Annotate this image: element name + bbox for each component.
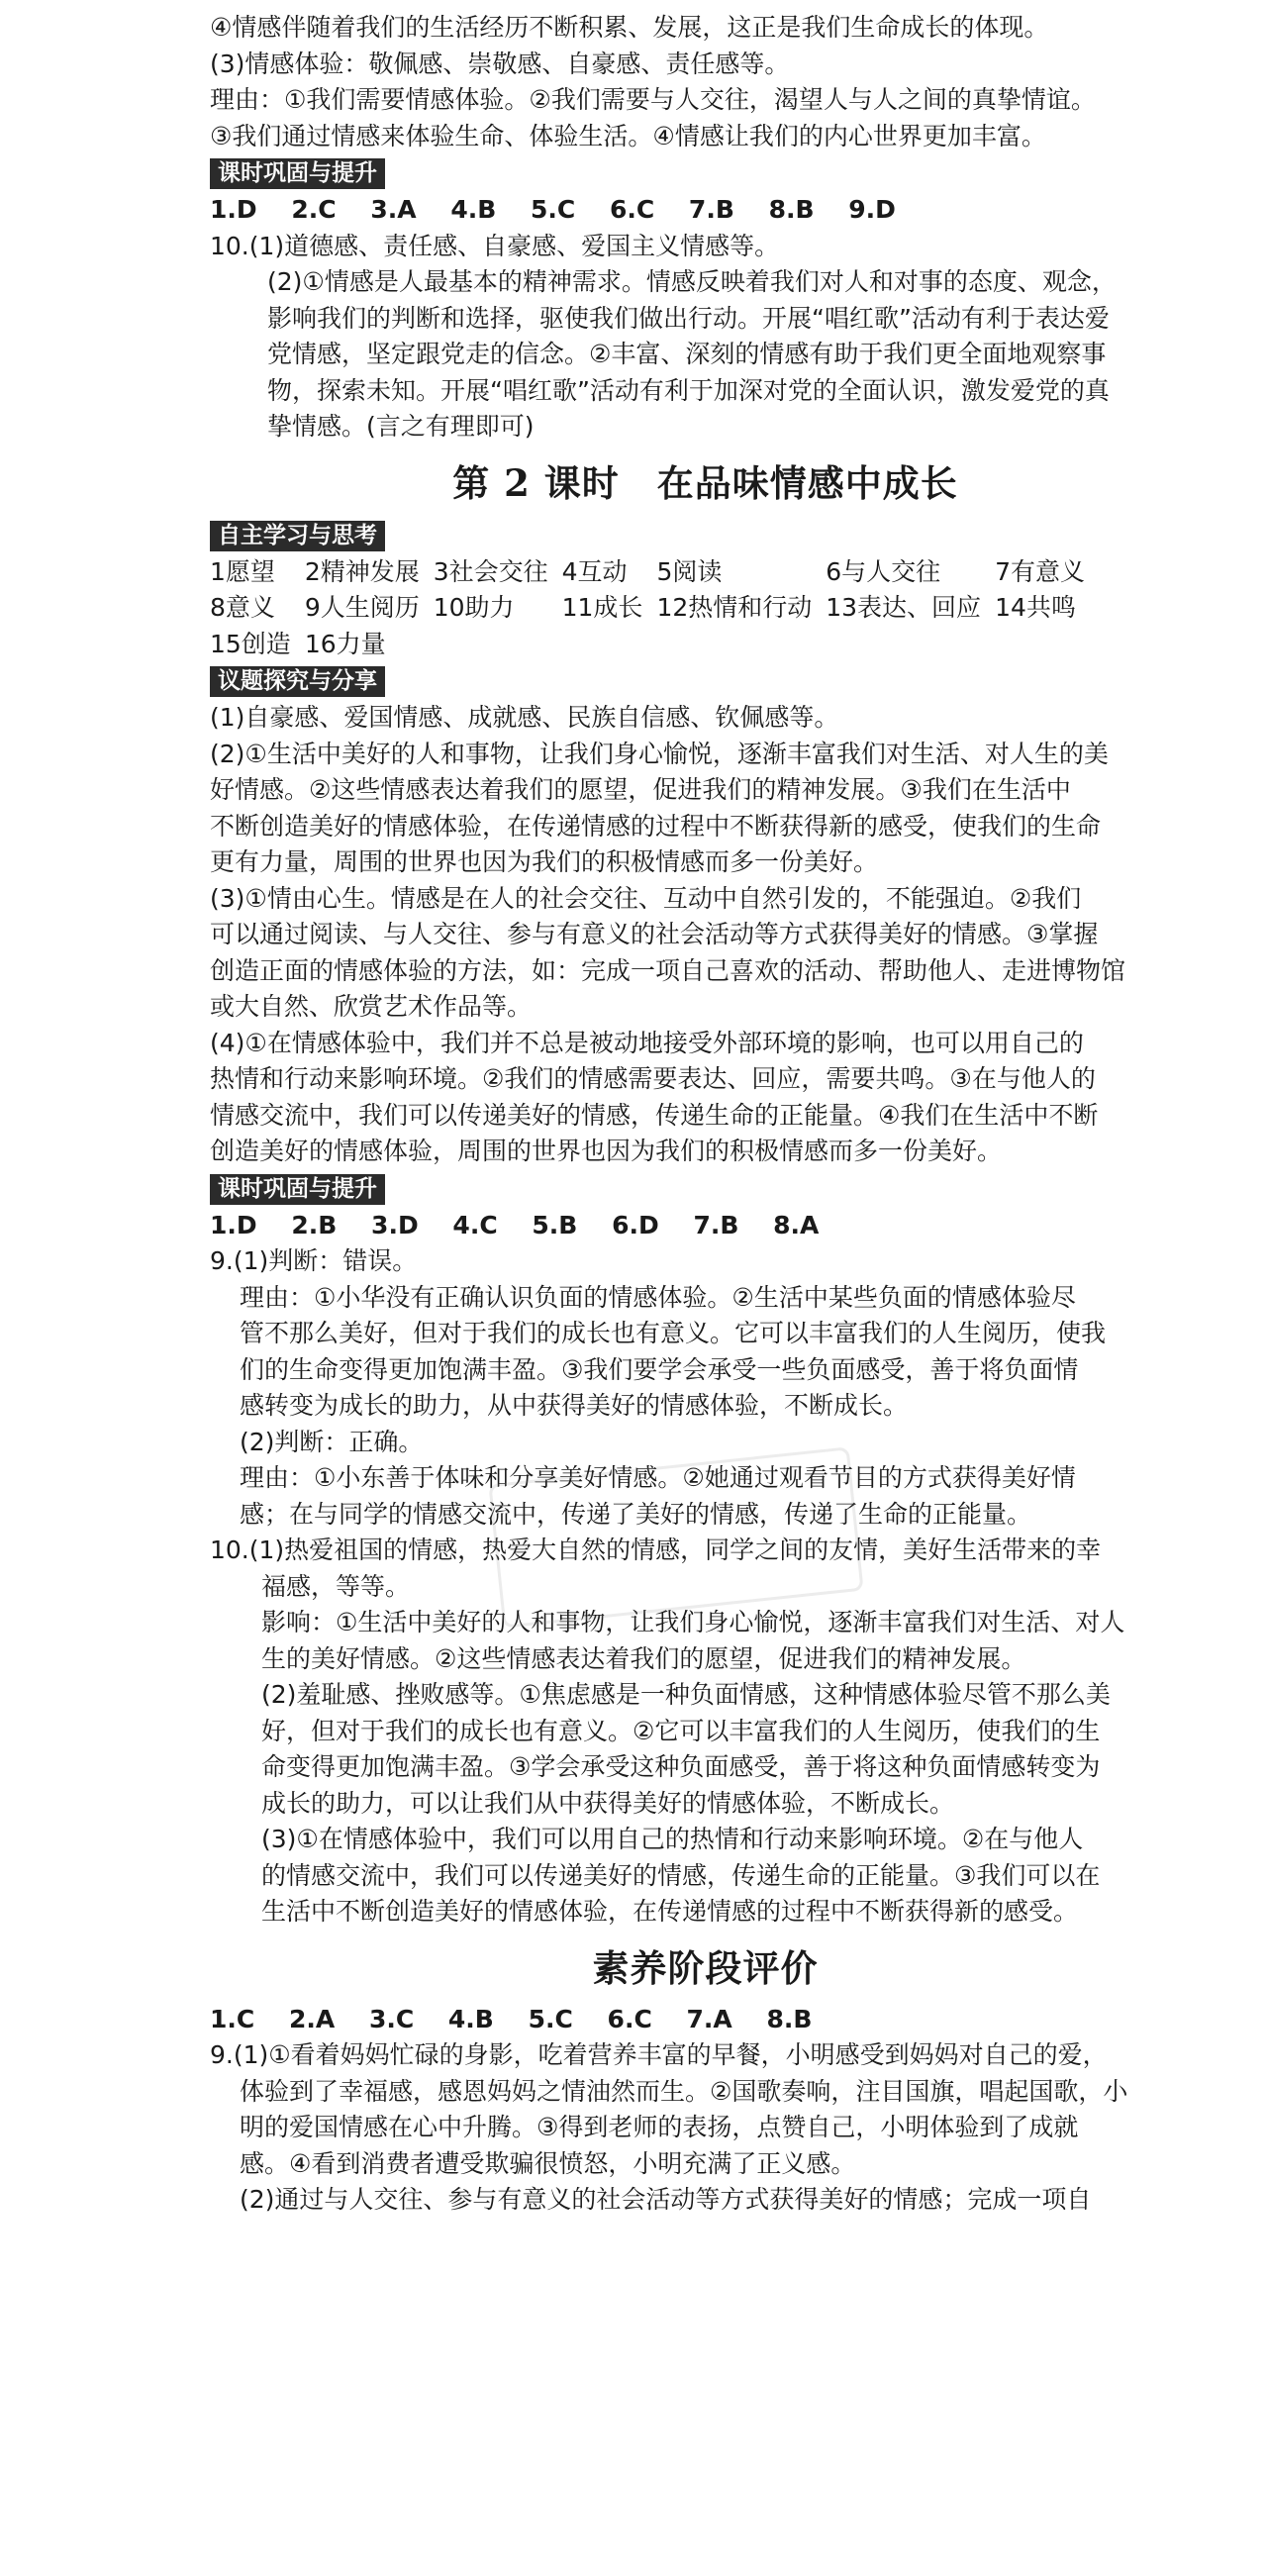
text-line: 生活中不断创造美好的情感体验，在传递情感的过程中不断获得新的感受。 (261, 1897, 1079, 1926)
answer: 3.A (370, 195, 417, 224)
text-line: 命变得更加饱满丰盈。③学会承受这种负面感受，善于将这种负面情感转变为 (261, 1752, 1101, 1781)
text-line: 物，探索未知。开展“唱红歌”活动有利于加深对党的全面认识，激发爱党的真 (267, 375, 1110, 405)
text-line: 好情感。②这些情感表达着我们的愿望，促进我们的精神发展。③我们在生活中 (210, 775, 1071, 804)
answer: 4.B (450, 195, 497, 224)
answer: 1.C (210, 2004, 255, 2033)
blank-item: 1愿望 (210, 556, 275, 586)
section-tag-consolidate: 课时巩固与提升 (210, 158, 385, 189)
text-line: 感转变为成长的助力，从中获得美好的情感体验，不断成长。 (240, 1391, 909, 1420)
text-line: (3)①在情感体验中，我们可以用自己的热情和行动来影响环境。②在与他人 (261, 1825, 1084, 1853)
blank-item: 9人生阅历 (304, 593, 420, 622)
text-line: 们的生命变得更加饱满丰盈。③我们要学会承受一些负面感受，善于将负面情 (240, 1354, 1079, 1384)
answer-row (210, 192, 1201, 229)
section-tag-consolidate: 课时巩固与提升 (210, 1174, 385, 1205)
text-line: 9.(1)①看着妈妈忙碌的身影，吃着营养丰富的早餐，小明感受到妈妈对自己的爱， (210, 2040, 1108, 2069)
text-line: 理由：①我们需要情感体验。②我们需要与人交往，渴望人与人之间的真挚情谊。 (210, 85, 1096, 114)
blank-item: 10助力 (433, 593, 515, 622)
text-line: (3)①情由心生。情感是在人的社会交往、互动中自然引发的，不能强迫。②我们 (210, 883, 1082, 913)
text-line: (2)通过与人交往、参与有意义的社会活动等方式获得美好的情感；完成一项自 (240, 2185, 1092, 2214)
text-line: 体验到了幸福感，感恩妈妈之情油然而生。②国歌奏响，注目国旗，唱起国歌，小 (240, 2076, 1128, 2106)
text-line: 影响我们的判断和选择，驱使我们做出行动。开展“唱红歌”活动有利于表达爱 (267, 303, 1110, 333)
text-line: 理由：①小东善于体味和分享美好情感。②她通过观看节目的方式获得美好情 (240, 1463, 1076, 1492)
blank-item: 8意义 (210, 593, 275, 622)
assessment-title: 素养阶段评价 (592, 1945, 819, 1990)
text-line: 成长的助力，可以让我们从中获得美好的情感体验，不断成长。 (261, 1788, 955, 1818)
text-line: (2)①情感是人最基本的精神需求。情感反映着我们对人和对事的态度、观念， (267, 267, 1117, 296)
text-line: 热情和行动来影响环境。②我们的情感需要表达、回应，需要共鸣。③在与他人的 (210, 1064, 1096, 1093)
answer: 8.B (768, 195, 815, 224)
blank-item: 6与人交往 (826, 556, 941, 586)
answer: 1.D (210, 1210, 257, 1239)
text-line: ④情感伴随着我们的生活经历不断积累、发展，这正是我们生命成长的体现。 (210, 13, 1049, 42)
answer: 8.A (773, 1210, 820, 1239)
answer: 7.B (693, 1210, 739, 1239)
answer: 6.C (607, 2004, 652, 2033)
text-line: 挚情感。(言之有理即可) (267, 412, 535, 441)
text-line: (2)①生活中美好的人和事物，让我们身心愉悦，逐渐丰富我们对生活、对人生的美 (210, 739, 1109, 768)
section-tag-self-study: 自主学习与思考 (210, 521, 385, 551)
answer: 9.D (848, 195, 896, 224)
text-line: 好，但对于我们的成长也有意义。②它可以丰富我们的人生阅历，使我们的生 (261, 1716, 1101, 1745)
answer: 6.C (609, 195, 655, 224)
text-line: 创造美好的情感体验，周围的世界也因为我们的积极情感而多一份美好。 (210, 1137, 1003, 1165)
answer: 8.B (766, 2004, 813, 2033)
answer: 1.D (210, 195, 257, 224)
text-line: (2)羞耻感、挫败感等。①焦虑感是一种负面情感，这种情感体验尽管不那么美 (261, 1680, 1111, 1709)
blank-item: 16力量 (304, 629, 386, 658)
text-line: (1)自豪感、爱国情感、成就感、民族自信感、钦佩感等。 (210, 703, 839, 732)
answer: 7.A (686, 2004, 732, 2033)
text-line: 感。④看到消费者遭受欺骗很愤怒，小明充满了正义感。 (240, 2148, 856, 2178)
text-line: 可以通过阅读、与人交往、参与有意义的社会活动等方式获得美好的情感。③掌握 (210, 920, 1099, 948)
text-line: (2)判断：正确。 (240, 1427, 424, 1456)
answer: 7.B (688, 195, 734, 224)
answer: 3.C (368, 2004, 415, 2033)
answer: 5.B (532, 1210, 578, 1239)
text-line: 10.(1)道德感、责任感、自豪感、爱国主义情感等。 (210, 231, 780, 260)
blank-item: 5阅读 (656, 556, 723, 586)
blank-item: 15创造 (210, 629, 291, 658)
text-line: (4)①在情感体验中，我们并不总是被动地接受外部环境的影响，也可以用自己的 (210, 1028, 1084, 1057)
text-line: 9.(1)判断：错误。 (210, 1246, 418, 1275)
text-line: 明的爱国情感在心中升腾。③得到老师的表扬，点赞自己，小明体验到了成就 (240, 2113, 1079, 2141)
lesson-title: 第 2 课时 在品味情感中成长 (452, 460, 958, 505)
section-tag-explore: 议题探究与分享 (210, 666, 385, 697)
answer: 4.B (447, 2004, 494, 2033)
blank-item: 2精神发展 (304, 556, 420, 586)
text-line: 情感交流中，我们可以传递美好的情感，传递生命的正能量。④我们在生活中不断 (210, 1100, 1099, 1130)
text-line: 理由：①小华没有正确认识负面的情感体验。②生活中某些负面的情感体验尽 (240, 1282, 1076, 1312)
text-line: 不断创造美好的情感体验，在传递情感的过程中不断获得新的感受，使我们的生命 (210, 811, 1102, 841)
blank-item: 13表达、回应 (826, 593, 982, 622)
text-line: 福感，等等。 (261, 1571, 411, 1601)
blank-item: 7有意义 (995, 556, 1085, 586)
answer-row (210, 2002, 1201, 2038)
text-line: 创造正面的情感体验的方法，如：完成一项自己喜欢的活动、帮助他人、走进博物馆 (210, 955, 1126, 985)
text-line: 党情感，坚定跟党走的信念。②丰富、深刻的情感有助于我们更全面地观察事 (267, 340, 1107, 368)
text-line: 更有力量，周围的世界也因为我们的积极情感而多一份美好。 (210, 847, 879, 876)
answer: 2.B (291, 1210, 338, 1239)
answer: 5.C (528, 2004, 573, 2033)
answer-row (210, 1208, 1201, 1244)
answer: 4.C (452, 1210, 498, 1239)
text-line: 感；在与同学的情感交流中，传递了美好的情感，传递了生命的正能量。 (240, 1499, 1032, 1529)
text-line: 或大自然、欣赏艺术作品等。 (210, 992, 533, 1021)
answer: 5.C (530, 195, 576, 224)
blank-item: 12热情和行动 (656, 593, 813, 622)
text-line: ③我们通过情感来体验生命、体验生活。④情感让我们的内心世界更加丰富。 (210, 121, 1046, 150)
text-line: 的情感交流中，我们可以传递美好的情感，传递生命的正能量。③我们可以在 (261, 1860, 1101, 1890)
text-line: 管不那么美好，但对于我们的成长也有意义。它可以丰富我们的人生阅历，使我 (240, 1319, 1107, 1347)
answer: 2.C (291, 195, 337, 224)
text-line: 影响：①生活中美好的人和事物，让我们身心愉悦，逐渐丰富我们对生活、对人 (261, 1608, 1125, 1636)
blank-item: 11成长 (561, 593, 643, 622)
text-line: (3)情感体验：敬佩感、崇敬感、自豪感、责任感等。 (210, 49, 790, 78)
blank-item: 3社会交往 (433, 556, 548, 586)
blank-item: 4互动 (561, 556, 628, 586)
answer: 2.A (288, 2004, 336, 2033)
text-line: 10.(1)热爱祖国的情感，热爱大自然的情感，同学之间的友情，美好生活带来的幸 (210, 1536, 1102, 1564)
text-line: 生的美好情感。②这些情感表达着我们的愿望，促进我们的精神发展。 (261, 1643, 1026, 1673)
answer: 3.D (371, 1210, 419, 1239)
blank-item: 14共鸣 (995, 593, 1076, 622)
answer: 6.D (612, 1210, 659, 1239)
blank-answers (210, 554, 1201, 663)
